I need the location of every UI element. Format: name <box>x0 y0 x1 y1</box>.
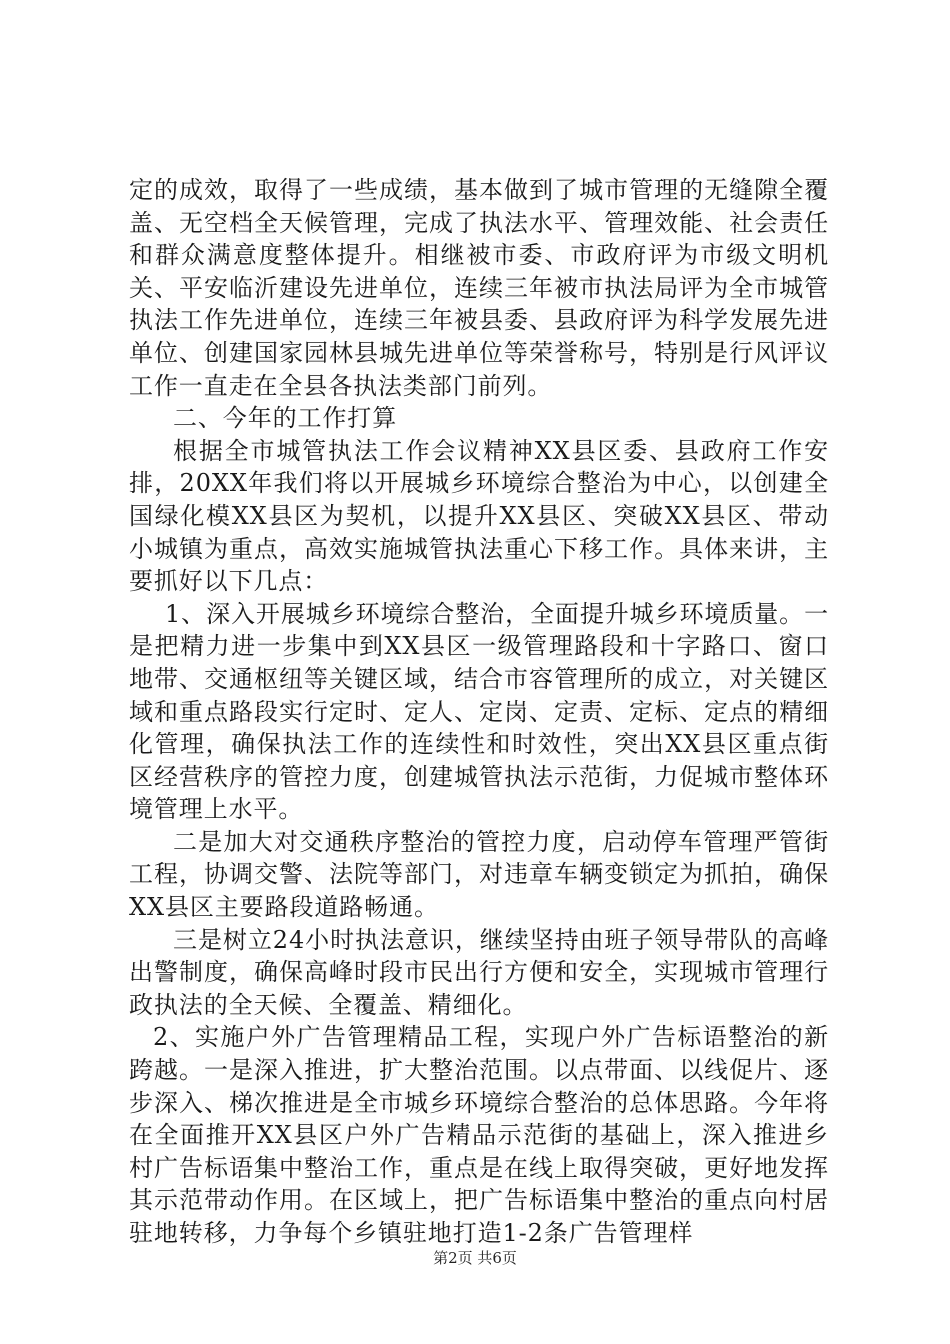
paragraph-achievements: 定的成效，取得了一些成绩，基本做到了城市管理的无缝隙全覆盖、无空档全天候管理，完成了执法水平、管理效能、社会责任和群众满意度整体提升。相继被市委、市政府评为市级文明机关、平安临沂建设先进单位，连续三年被市执法局评为全市城管执法工作先进单位，连续三年被县委、县政府评为科学发展先进单位、创建国家园林县城先进单位等荣誉称号，特别是行风评议工作一直走在全县各执法类部门前列。 <box>129 176 829 400</box>
paragraph-point-1: 1、深入开展城乡环境综合整治，全面提升城乡环境质量。一是把精力进一步集中到XX县区一级管理路段和十字路口、窗口地带、交通枢纽等关键区域，结合市容管理所的成立，对关键区域和重点路段实行定时、定人、定岗、定责、定标、定点的精细化管理，确保执法工作的连续性和时效性，突出XX县区重点街区经营秩序的管控力度，创建城管执法示范街，力促城市整体环境管理上水平。 <box>129 599 829 824</box>
paragraph-intro: 根据全市城管执法工作会议精神XX县区委、县政府工作安排，20XX年我们将以开展城乡环境综合整治为中心，以创建全国绿化模XX县区为契机，以提升XX县区、突破XX县区、带动小城镇为重点，高效实施城管执法重心下移工作。具体来讲，主要抓好以下几点： <box>129 436 829 596</box>
paragraph-traffic: 二是加大对交通秩序整治的管控力度，启动停车管理严管街工程，协调交警、法院等部门，对违章车辆变锁定为抓拍，确保XX县区主要路段道路畅通。 <box>129 827 829 922</box>
document-body <box>129 174 829 1250</box>
paragraph-point-2: 2、实施户外广告管理精品工程，实现户外广告标语整治的新跨越。一是深入推进，扩大整治范围。以点带面、以线促片、逐步深入、梯次推进是全市城乡环境综合整治的总体思路。今年将在全面推开XX县区户外广告精品示范街的基础上，深入推进乡村广告标语集中整治工作，重点是在线上取得突破，更好地发挥其示范带动作用。在区域上，把广告标语集中整治的重点向村居驻地转移，力争每个乡镇驻地打造1-2条广告管理样 <box>129 1023 829 1247</box>
page-footer: 第2页 共6页 <box>433 1249 517 1267</box>
paragraph-24h: 三是树立24小时执法意识，继续坚持由班子领导带队的高峰出警制度，确保高峰时段市民出行方便和安全，实现城市管理行政执法的全天候、全覆盖、精细化。 <box>129 925 829 1019</box>
section-heading: 二、今年的工作打算 <box>173 404 398 433</box>
